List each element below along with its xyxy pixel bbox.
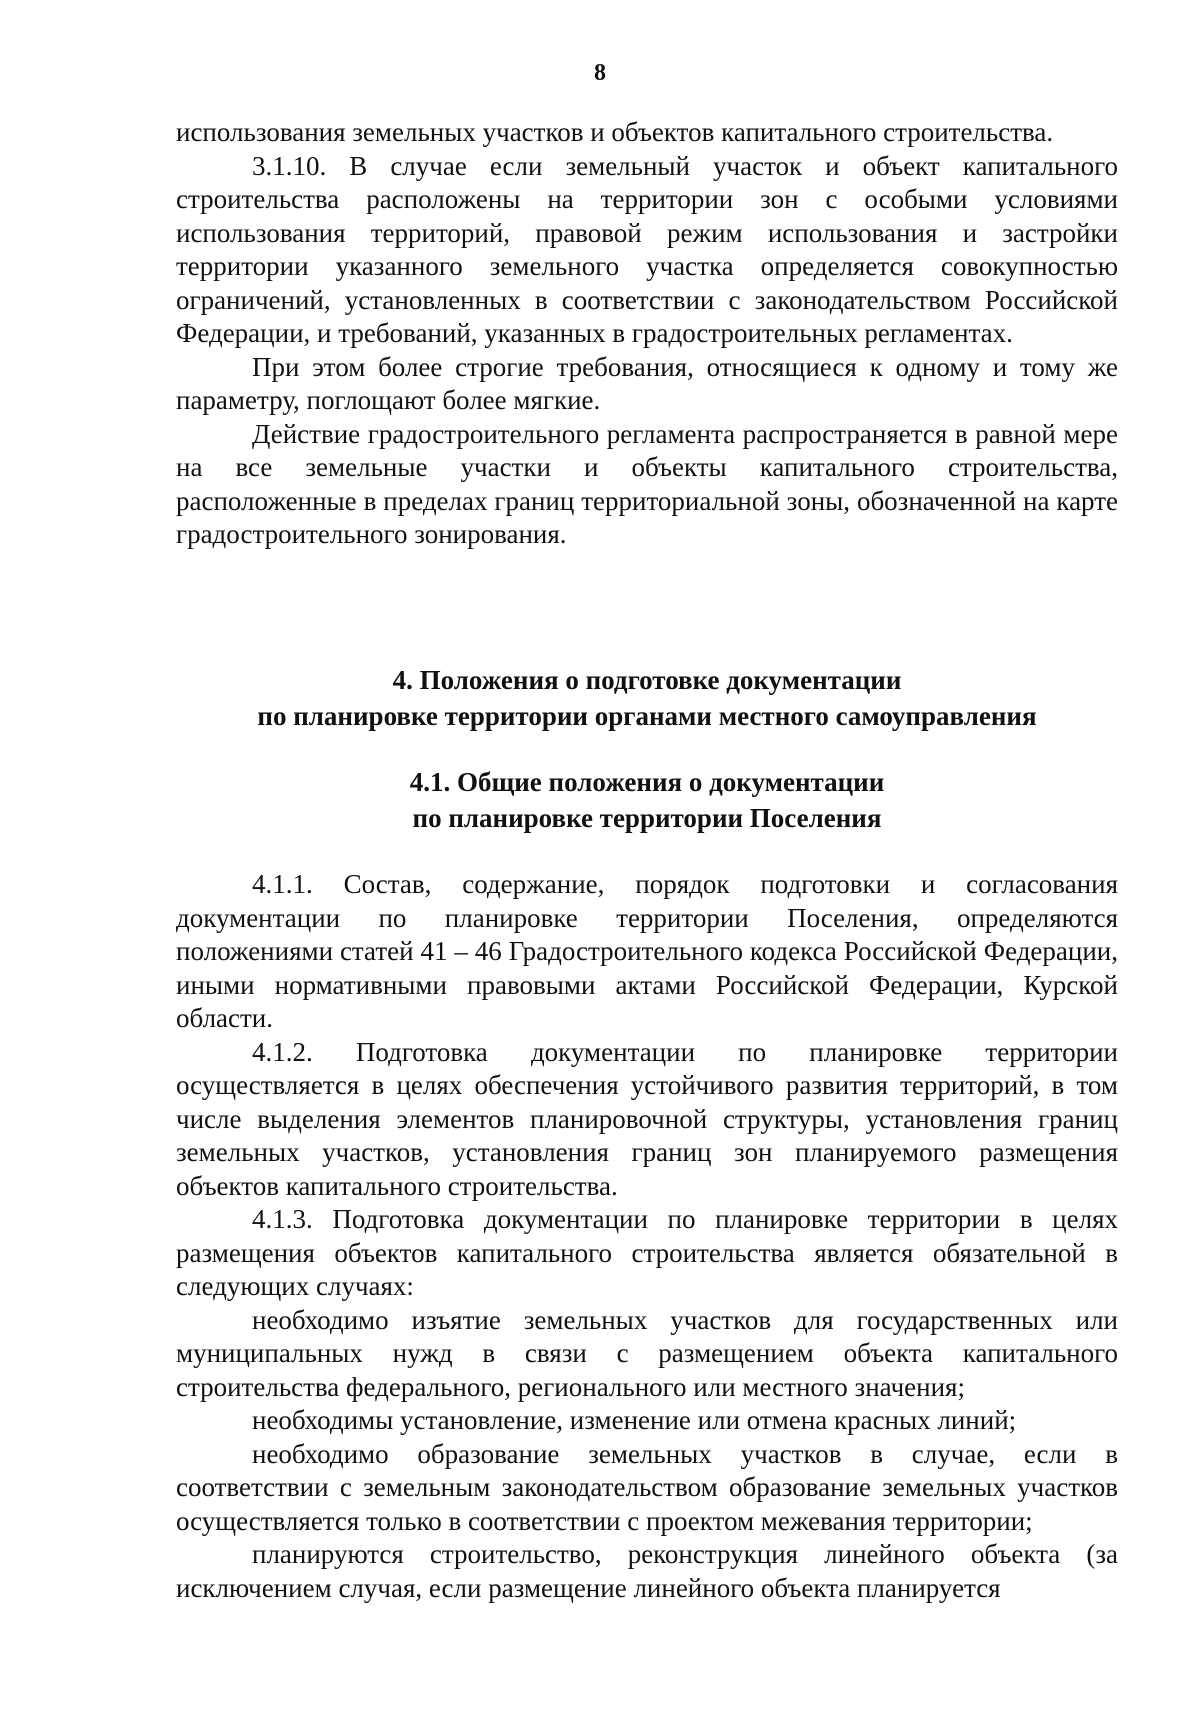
- list-item-red-lines: необходимы установление, изменение или отмена красных линий;: [252, 1405, 1017, 1435]
- heading-section-4-1: [176, 764, 1118, 836]
- section-heading-4: [176, 662, 1118, 734]
- heading-section-4: [176, 662, 1118, 734]
- text-block-top: [176, 116, 1118, 552]
- paragraph-3-1-10: 3.1.10. В случае если земельный участок и объект капитального строительства расположены на территории зон с особыми условиями использования территорий, правовой режим использования и застройки территории указанного земельного участка определяется совокупностью ограничений, установленных в соответствии с законодательством Российской Федерации, и требований, указанных в градостроительных регламентах.: [176, 150, 1118, 348]
- list-item-land-formation: необходимо образование земельных участков в случае, если в соответствии с земельным законодательством образование земельных участков осуществляется только в соответствии с проектом межевания территории;: [176, 1438, 1118, 1536]
- paragraph-4-1-2: 4.1.2. Подготовка документации по планировке территории осуществляется в целях обеспечения устойчивого развития территорий, в том числе выделения элементов планировочной структуры, установления границ земельных участков, установления границ зон планируемого размещения объектов капитального строительства.: [176, 1036, 1118, 1201]
- list-item-linear-object: планируются строительство, реконструкция линейного объекта (за исключением случая, если размещение линейного объекта планируется: [176, 1539, 1118, 1603]
- paragraph-continuation: использования земельных участков и объектов капитального строительства.: [176, 117, 1054, 147]
- list-item-land-seizure: необходимо изъятие земельных участков для государственных или муниципальных нужд в связи с размещением объекта капитального строительства федерального, регионального или местного значения;: [176, 1304, 1118, 1402]
- paragraph-regulation-scope: Действие градостроительного регламента распространяется в равной мере на все земельные участки и объекты капитального строительства, расположенные в пределах границ территориальной зоны, обозначенной на карте градостроительного зонирования.: [176, 418, 1118, 549]
- section-heading-4-1: [176, 764, 1118, 836]
- heading-section-4-line1: 4. Положения о подготовке документации: [392, 665, 902, 695]
- paragraph-4-1-3: 4.1.3. Подготовка документации по планировке территории в целях размещения объектов капитального строительства является обязательной в следующих случаях:: [176, 1204, 1118, 1301]
- page-number: 8: [594, 60, 606, 86]
- paragraph-strict-requirements: При этом более строгие требования, относящиеся к одному и тому же параметру, поглощают более мягкие.: [176, 351, 1118, 415]
- heading-section-4-1-line1: 4.1. Общие положения о документации: [409, 767, 885, 797]
- heading-section-4-line2: по планировке территории органами местного самоуправления: [257, 701, 1037, 731]
- paragraph-4-1-1: 4.1.1. Состав, содержание, порядок подготовки и согласования документации по планировке территории Поселения, определяются положениями статей 41 – 46 Градостроительного кодекса Российской Федерации, иными нормативными правовыми актами Российской Федерации, Курской области.: [176, 869, 1118, 1033]
- text-block-bottom: [176, 868, 1118, 1605]
- heading-section-4-1-line2: по планировке территории Поселения: [412, 803, 882, 833]
